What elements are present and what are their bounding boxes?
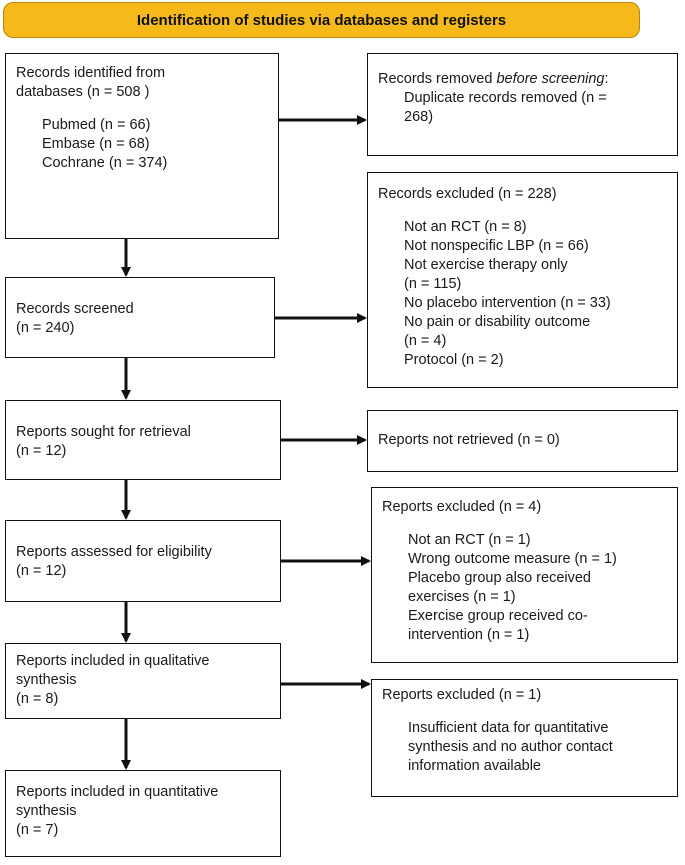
source-embase: Embase (n = 68) [42, 136, 150, 152]
excluded3-item-1: Insufficient data for quantitative [408, 720, 609, 736]
assessed-line-2: (n = 12) [16, 563, 67, 579]
excluded2-title: Reports excluded (n = 4) [382, 499, 542, 515]
sought-line-1: Reports sought for retrieval [16, 424, 191, 440]
source-pubmed: Pubmed (n = 66) [42, 117, 151, 133]
removed-item-2: 268) [404, 109, 434, 125]
excluded1-item-6: No pain or disability outcome [404, 314, 591, 330]
excluded1-item-3: Not exercise therapy only [404, 257, 568, 273]
excluded2-item-5: Exercise group received co- [408, 608, 588, 624]
excluded2-item-3: Placebo group also received [408, 570, 591, 586]
excluded1-item-1: Not an RCT (n = 8) [404, 219, 527, 235]
excluded1-item-4: (n = 115) [404, 276, 462, 292]
quantitative-line-2: synthesis [16, 803, 77, 819]
removed-item-1: Duplicate records removed (n = [404, 90, 607, 106]
header-title: Identification of studies via databases and registers [136, 11, 507, 29]
removed-title-emphasis: before screening [496, 71, 605, 87]
identified-line-2: databases (n = 508 ) [16, 84, 150, 100]
removed-title-suffix: : [604, 71, 609, 87]
excluded1-item-5: No placebo intervention (n = 33) [404, 295, 611, 311]
quantitative-line-1: Reports included in quantitative [16, 784, 219, 800]
excluded1-title: Records excluded (n = 228) [378, 186, 557, 202]
excluded3-item-2: synthesis and no author contact [408, 739, 613, 755]
excluded2-item-1: Not an RCT (n = 1) [408, 532, 531, 548]
assessed-line-1: Reports assessed for eligibility [16, 544, 212, 560]
quantitative-line-3: (n = 7) [16, 822, 59, 838]
screened-line-2: (n = 240) [16, 320, 75, 336]
excluded3-item-3: information available [408, 758, 541, 774]
excluded2-item-4: exercises (n = 1) [408, 589, 516, 605]
excluded3-title: Reports excluded (n = 1) [382, 687, 542, 703]
qualitative-line-2: synthesis [16, 672, 77, 688]
source-cochrane: Cochrane (n = 374) [42, 155, 168, 171]
excluded2-item-2: Wrong outcome measure (n = 1) [408, 551, 617, 567]
qualitative-line-3: (n = 8) [16, 691, 59, 707]
excluded1-item-8: Protocol (n = 2) [404, 352, 504, 368]
excluded1-item-2: Not nonspecific LBP (n = 66) [404, 238, 589, 254]
sought-line-2: (n = 12) [16, 443, 67, 459]
qualitative-line-1: Reports included in qualitative [16, 653, 210, 669]
identified-line-1: Records identified from [16, 65, 166, 81]
excluded1-item-7: (n = 4) [404, 333, 447, 349]
removed-title-prefix: Records removed [378, 71, 497, 87]
screened-line-1: Records screened [16, 301, 134, 317]
excluded2-item-6: intervention (n = 1) [408, 627, 530, 643]
not-retrieved-title: Reports not retrieved (n = 0) [378, 432, 560, 448]
